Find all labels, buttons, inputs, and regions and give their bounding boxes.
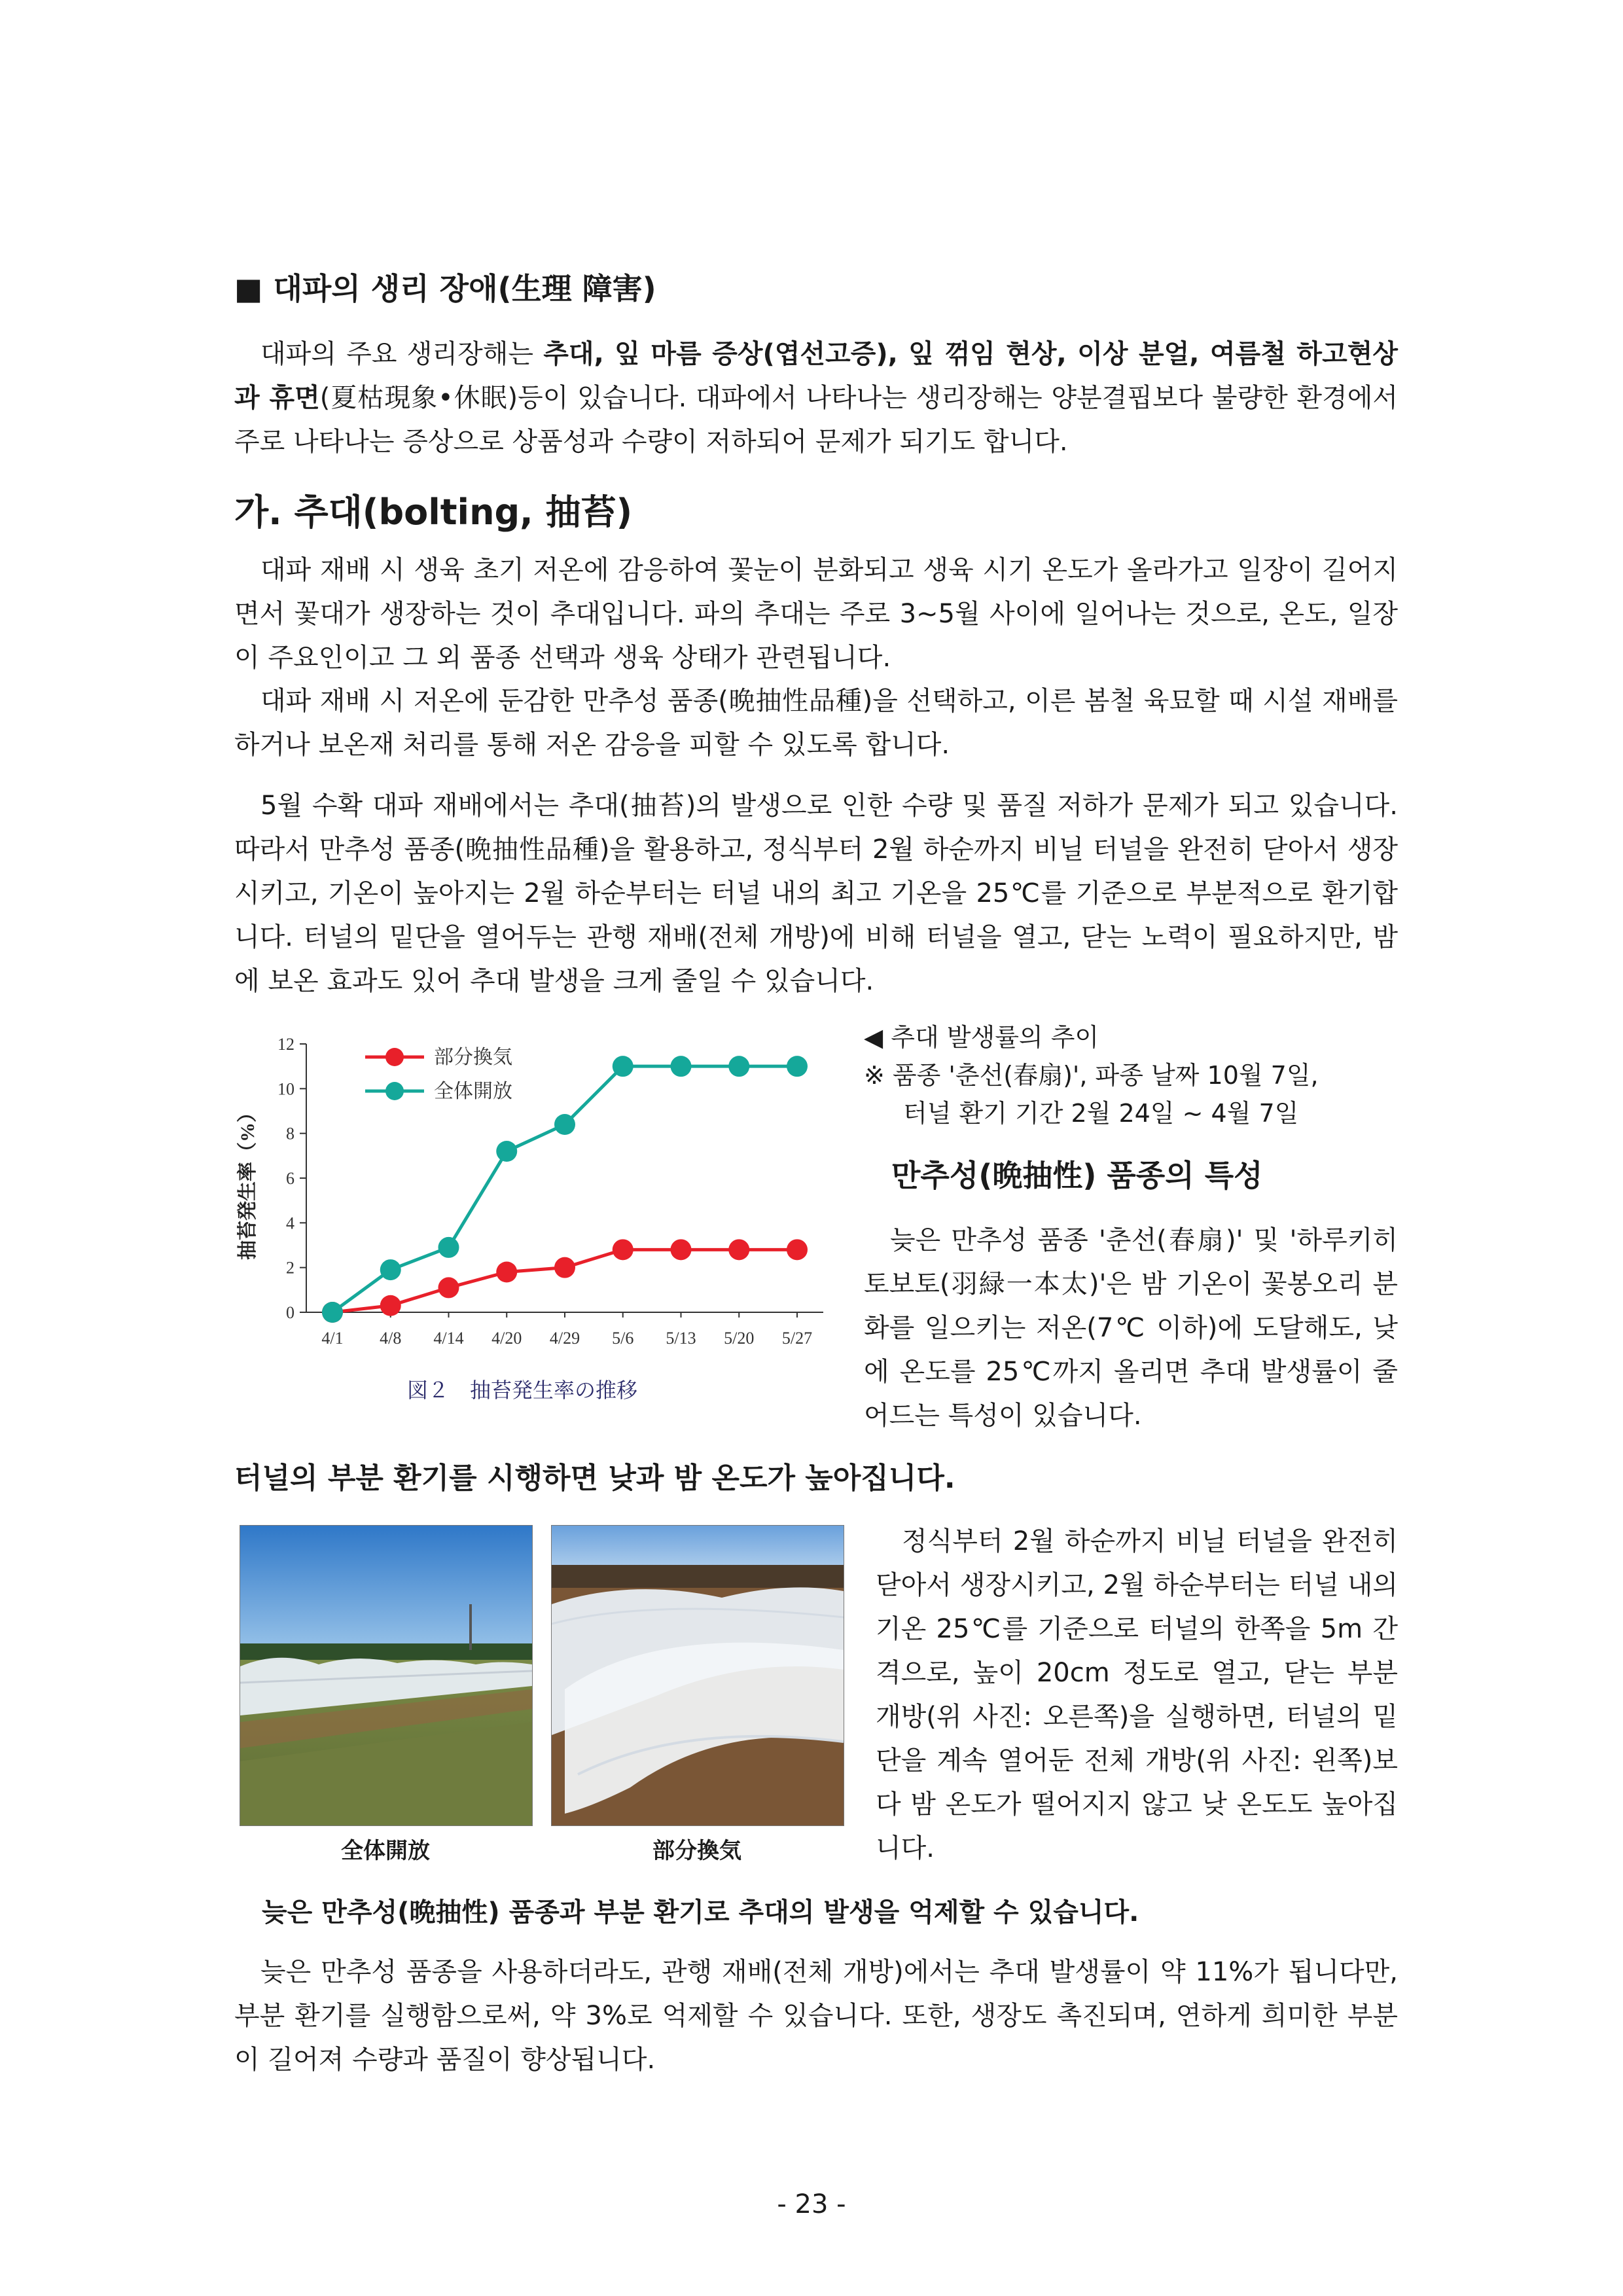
conclusion-paragraph: [234, 1950, 1398, 2082]
bolting-paragraph-3: [234, 784, 1398, 1003]
chart-point: [554, 1114, 575, 1135]
chart-legend-marker: [385, 1048, 404, 1066]
chart-legend-label: 全体開放: [434, 1080, 512, 1103]
chart-y-tick-label: 8: [286, 1124, 294, 1143]
chart-point: [380, 1259, 401, 1280]
chart-point: [613, 1239, 633, 1260]
chart-x-tick-label: 4/1: [321, 1329, 344, 1348]
conclusion-text: 늦은 만추성 품종을 사용하더라도, 관행 재배(전체 개방)에서는 추대 발생률이 약 11%가 됩니다만, 부분 환기를 실행함으로써, 약 3%로 억제할 수 있습니다. 또한, 생장도 촉진되며, 연하게 희미한 부분이 길어져 수량과 품질이 향상됩니다.: [234, 1957, 1398, 2075]
variety-text: 늦은 만추성 품종 '춘선(春扇)' 및 '하루키히토보토(羽緑一本太)'은 밤 기온이 꽃봉오리 분화를 일으키는 저온(7℃ 이하)에 도달해도, 낮에 온도를 25℃까지 올리면 추대 발생률이 줄어드는 특성이 있습니다.: [864, 1225, 1398, 1431]
tunnel-text: 정식부터 2월 하순까지 비닐 터널을 완전히 닫아서 생장시키고, 2월 하순부터는 터널 내의 기온 25℃를 기준으로 터널의 한쪽을 5m 간격으로, 높이 20cm 정도로 열고, 닫는 부분 개방(위 사진: 오른쪽)을 실행하면, 터널의 밑단을 계속 열어둔 전체 개방(위 사진: 왼쪽)보다 밤 온도가 떨어지지 않고 낮 온도도 높아집니다.: [876, 1526, 1398, 1863]
chart-point: [787, 1239, 808, 1260]
photo-partial-vent: [551, 1525, 844, 1826]
chart-note-3: 터널 환기 기간 2월 24일 ~ 4월 7일: [903, 1099, 1299, 1128]
chart-y-tick-label: 0: [286, 1303, 294, 1322]
photo-partial-vent-image: [552, 1526, 844, 1825]
section-title: ■ 대파의 생리 장애(生理 障害): [234, 271, 656, 306]
intro-lead: 대파의 주요 생리장해는: [260, 339, 544, 369]
chart-x-tick-label: 4/14: [433, 1329, 464, 1348]
tunnel-paragraph: [876, 1520, 1398, 1871]
chart-point: [613, 1056, 633, 1077]
bolting-p1-text: 대파 재배 시 생육 초기 저온에 감응하여 꽃눈이 분화되고 생육 시기 온도가 올라가고 일장이 길어지면서 꽃대가 생장하는 것이 추대입니다. 파의 추대는 주로 3~5월 사이에 일어나는 것으로, 온도, 일장이 주요인이고 그 외 품종 선택과 생육 상태가 관련됩니다.: [234, 555, 1398, 673]
chart-point: [671, 1239, 692, 1260]
subsection-title: 가. 추대(bolting, 抽苔): [234, 492, 633, 533]
photo-full-open-image: [240, 1526, 532, 1825]
bolting-paragraph-2: [234, 679, 1398, 767]
variety-title: 만추성(晩抽性) 품종의 특성: [891, 1158, 1263, 1193]
chart-point: [322, 1302, 343, 1323]
chart-x-tick-label: 5/27: [781, 1329, 813, 1348]
chart-point: [438, 1277, 459, 1298]
chart-x-tick-label: 4/8: [380, 1329, 402, 1348]
chart-point: [496, 1262, 517, 1283]
chart-legend-label: 部分換気: [434, 1046, 512, 1069]
chart-title: 図２ 抽苔発生率の推移: [406, 1378, 638, 1403]
photo-right-caption: 部分換気: [652, 1838, 741, 1864]
chart-point: [380, 1295, 401, 1316]
chart-note-2: ※ 품종 '춘선(春扇)', 파종 날짜 10월 7일,: [864, 1061, 1319, 1090]
page-number: - 23 -: [777, 2189, 846, 2219]
conclusion-title: 늦은 만추성(晩抽性) 품종과 부분 환기로 추대의 발생을 억제할 수 있습니다.: [262, 1897, 1139, 1928]
chart-point: [728, 1239, 749, 1260]
chart-x-tick-label: 5/13: [666, 1329, 696, 1348]
chart-y-tick-label: 4: [286, 1213, 294, 1233]
variety-paragraph: [864, 1219, 1398, 1438]
intro-bold: 추대, 잎 마름 증상(엽선고증), 잎 꺾임 현상, 이상 분얼, 여름철 하고현상과 휴면: [234, 339, 1398, 413]
bolting-paragraph-1: [234, 548, 1398, 680]
chart-legend-marker: [385, 1082, 404, 1100]
chart-point: [554, 1257, 575, 1278]
chart-y-tick-label: 12: [277, 1035, 294, 1054]
chart-point: [671, 1056, 692, 1077]
bolting-rate-chart: [234, 1018, 840, 1410]
tunnel-title: 터널의 부분 환기를 시행하면 낮과 밤 온도가 높아집니다.: [234, 1462, 955, 1495]
intro-tail: (夏枯現象•休眠)등이 있습니다. 대파에서 나타나는 생리장해는 양분결핍보다 불량한 환경에서 주로 나타나는 증상으로 상품성과 수량이 저하되어 문제가 되기도 합니다.: [234, 383, 1398, 457]
chart-point: [728, 1056, 749, 1077]
chart-x-tick-label: 4/29: [549, 1329, 580, 1348]
intro-paragraph: [234, 332, 1398, 464]
chart-x-tick-label: 5/6: [612, 1329, 634, 1348]
chart-note-1: ◀ 추대 발생률의 추이: [864, 1023, 1099, 1052]
photo-full-open: [240, 1525, 533, 1826]
chart-point: [496, 1141, 517, 1162]
photo-left-caption: 全体開放: [341, 1838, 430, 1864]
chart-y-tick-label: 2: [286, 1258, 294, 1278]
chart-x-tick-label: 4/20: [491, 1329, 522, 1348]
chart-point: [438, 1237, 459, 1258]
chart-x-tick-label: 5/20: [724, 1329, 755, 1348]
chart-y-tick-label: 10: [277, 1079, 294, 1099]
bolting-p2-text: 대파 재배 시 저온에 둔감한 만추성 품종(晩抽性品種)을 선택하고, 이른 봄철 육묘할 때 시설 재배를 하거나 보온재 처리를 통해 저온 감응을 피할 수 있도록 합니다.: [234, 686, 1398, 760]
chart-ylabel: 抽苔発生率（%）: [237, 1103, 259, 1260]
chart-point: [787, 1056, 808, 1077]
bolting-p3-text: 5월 수확 대파 재배에서는 추대(抽苔)의 발생으로 인한 수량 및 품질 저하가 문제가 되고 있습니다. 따라서 만추성 품종(晩抽性品種)을 활용하고, 정식부터 2월 하순까지 비닐 터널을 완전히 닫아서 생장시키고, 기온이 높아지는 2월 하순부터는 터널 내의 최고 기온을 25℃를 기준으로 부분적으로 환기합니다. 터널의 밑단을 열어두는 관행 재배(전체 개방)에 비해 터널을 열고, 닫는 노력이 필요하지만, 밤에 보온 효과도 있어 추대 발생을 크게 줄일 수 있습니다.: [234, 791, 1398, 996]
chart-svg: [234, 1018, 840, 1410]
chart-y-tick-label: 6: [286, 1169, 294, 1188]
